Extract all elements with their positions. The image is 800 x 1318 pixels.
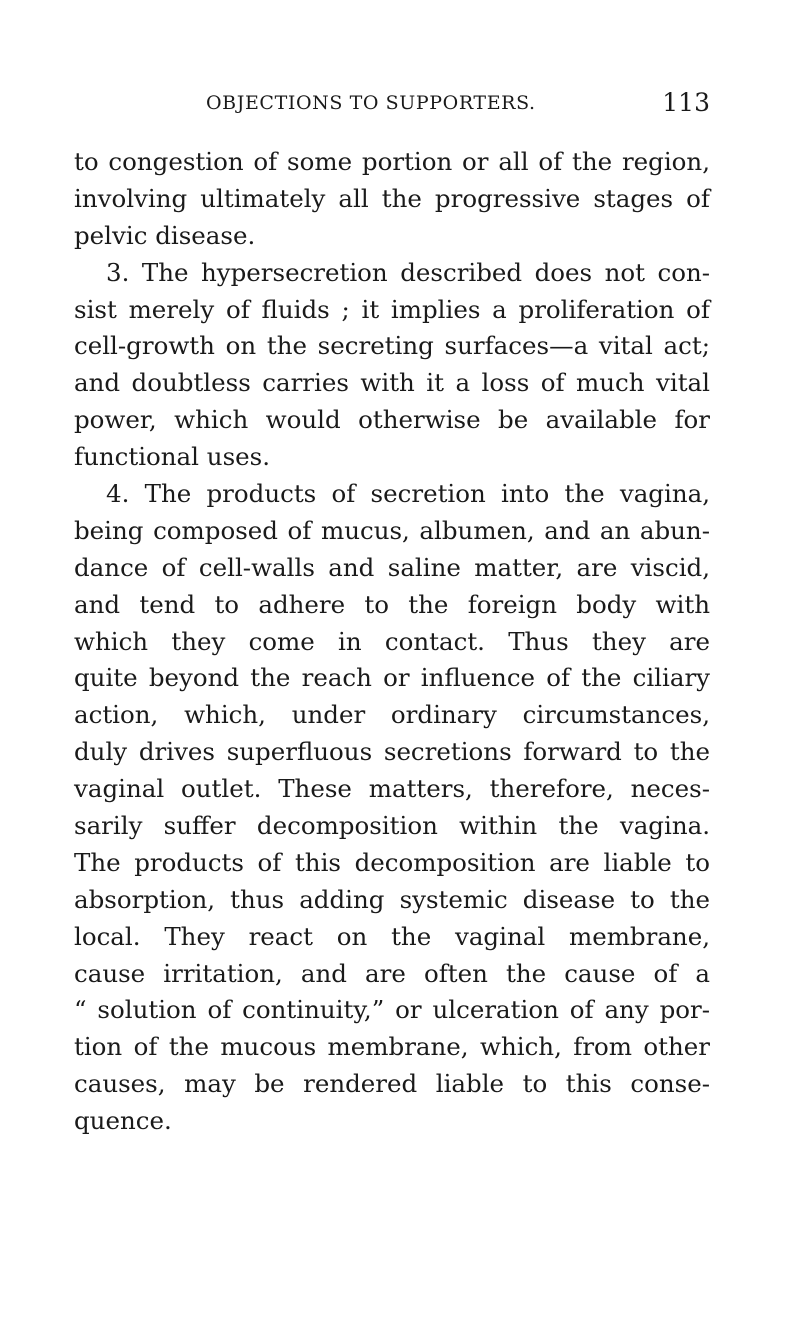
text-line: and doubtless carries with it a loss of much vital bbox=[74, 368, 710, 398]
text-line: to congestion of some portion or all of the region, bbox=[74, 147, 710, 176]
text-line: 3. The hypersecretion described does not con- bbox=[106, 257, 710, 287]
text-line: 4. The products of secretion into the vagina, bbox=[106, 479, 710, 509]
text-line: vaginal outlet. These matters, therefore, neces- bbox=[74, 774, 710, 804]
running-head bbox=[74, 90, 710, 120]
text-line: quite beyond the reach or influence of the ciliary bbox=[74, 663, 710, 693]
text-line: being composed of mucus, albumen, and an abun- bbox=[74, 515, 710, 545]
text-line: duly drives superfluous secretions forward to the bbox=[74, 737, 710, 767]
text-line: functional uses. bbox=[74, 442, 270, 472]
text-line: local. They react on the vaginal membrane, bbox=[74, 921, 710, 951]
text-line: dance of cell-walls and saline matter, are viscid, bbox=[74, 552, 710, 582]
page-number: 113 bbox=[662, 88, 710, 117]
text-line: which they come in contact. Thus they are bbox=[74, 626, 710, 656]
text-line: absorption, thus adding systemic disease to the bbox=[74, 884, 710, 914]
text-line: cause irritation, and are often the cause of a bbox=[74, 958, 710, 988]
text-line: tion of the mucous membrane, which, from other bbox=[74, 1032, 710, 1062]
text-line: sarily suffer decomposition within the vagina. bbox=[74, 811, 710, 841]
text-line: quence. bbox=[74, 1106, 172, 1136]
text-line: The products of this decomposition are liable to bbox=[74, 847, 710, 877]
text-line: causes, may be rendered liable to this conse- bbox=[74, 1069, 710, 1099]
body-text bbox=[74, 144, 710, 1140]
text-line: pelvic disease. bbox=[74, 220, 256, 250]
text-line: “ solution of continuity,” or ulceration of any por- bbox=[74, 995, 710, 1025]
running-title: OBJECTIONS TO SUPPORTERS. bbox=[206, 92, 536, 114]
text-line: sist merely of fluids ; it implies a proliferation of bbox=[74, 294, 710, 324]
text-line: power, which would otherwise be available for bbox=[74, 405, 710, 435]
text-line: involving ultimately all the progressive stages of bbox=[74, 183, 710, 213]
text-line: and tend to adhere to the foreign body with bbox=[74, 589, 710, 619]
text-line: action, which, under ordinary circumstances, bbox=[74, 700, 710, 730]
text-line: cell-growth on the secreting surfaces—a vital act; bbox=[74, 331, 710, 361]
